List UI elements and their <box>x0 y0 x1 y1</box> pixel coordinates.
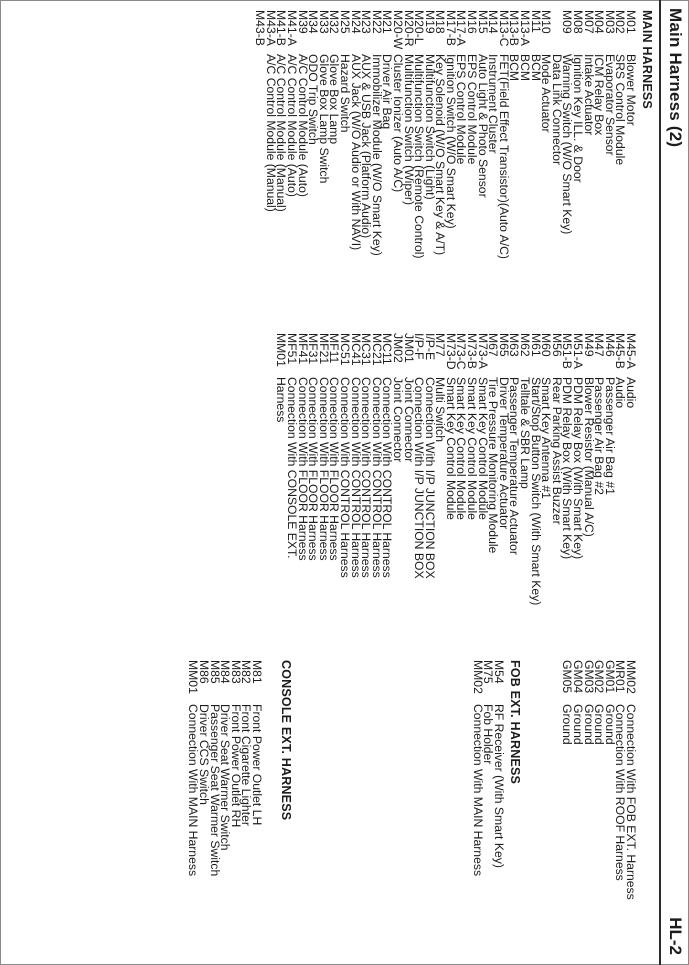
connector-code: GM01 <box>602 660 617 694</box>
connector-code: JM01 <box>401 333 416 363</box>
connector-code: M39 <box>295 10 310 34</box>
connector-description: Connection With ROOF Harness <box>613 704 628 881</box>
connector-row <box>467 333 478 605</box>
connector-code: M73-C <box>454 333 469 370</box>
console-ext-harness-heading: CONSOLE EXT. HARNESS <box>279 660 293 821</box>
connector-description: Data Link Connector <box>549 54 564 166</box>
connector-description: Ground <box>560 704 575 745</box>
connector-code: M63 <box>507 333 522 357</box>
connector-code: M23 <box>359 10 374 34</box>
connector-description: Passenger Air Bag #1 <box>602 377 617 495</box>
connector-code: M14 <box>486 10 501 34</box>
connector-description: Connection With FLOOR Harness <box>306 377 321 561</box>
connector-row <box>286 333 297 605</box>
connector-code: M85 <box>207 660 222 684</box>
connector-description: Rear Parking Assist Buzzer <box>549 377 564 525</box>
connector-code: M09 <box>560 10 575 34</box>
connector-code: M04 <box>592 10 607 34</box>
connector-code: M20-R <box>401 10 416 47</box>
connector-code: M73-B <box>465 333 480 369</box>
connector-row <box>583 660 594 900</box>
connector-code: M20-W <box>390 10 405 50</box>
connector-description: Tire Pressure Monitoring Module <box>486 377 501 554</box>
connector-code: MM01 <box>186 660 201 694</box>
connector-row <box>562 660 573 900</box>
connector-code: M56 <box>549 333 564 357</box>
connector-code: M25 <box>337 10 352 34</box>
connector-code: M49 <box>581 333 596 357</box>
connector-code: M77 <box>433 333 448 357</box>
connector-code: M10 <box>539 10 554 34</box>
connector-description: AUX Jack (W/O Audio or With NAVI) <box>348 54 363 251</box>
connector-code: M54 <box>492 660 506 684</box>
connector-description: Driver Air Bag <box>380 54 395 130</box>
connector-row <box>571 660 586 900</box>
connector-description: Blower Motor <box>624 54 638 126</box>
connector-code: M01 <box>624 10 638 34</box>
page-title: Main Harness (2) <box>666 8 685 148</box>
connector-description: FET(Field Effect Transistor)(Auto A/C) <box>496 54 511 259</box>
connector-description: Joint Connector <box>390 377 405 463</box>
connector-code: M17-B <box>443 10 458 46</box>
connector-code: MM02 <box>624 660 638 694</box>
connector-row <box>594 660 605 900</box>
connector-description: Ground <box>571 704 586 745</box>
connector-description: Instrument Cluster <box>486 54 501 154</box>
connector-code: M51-A <box>571 333 586 369</box>
connector-code: M73-A <box>475 333 490 369</box>
connector-code: M43-A <box>263 10 278 46</box>
connector-code: M75 <box>481 660 496 684</box>
connector-description: Mode Actuator <box>539 54 554 133</box>
connector-code: M21 <box>380 10 395 34</box>
connector-code: JM02 <box>390 333 405 363</box>
connector-code: M33 <box>316 10 331 34</box>
connector-description: BCM <box>507 54 522 82</box>
connector-description: Front Power Outlet LH <box>250 704 264 826</box>
connector-row <box>571 333 586 605</box>
fob-ext-harness-heading: FOB EXT. HARNESS <box>508 660 522 785</box>
connector-code: MR01 <box>613 660 628 693</box>
connector-description: Multifunction Switch (Light) <box>422 54 437 200</box>
connector-description: Ground <box>592 704 607 745</box>
connector-code: M13-C <box>496 10 511 47</box>
connector-description: SRS Control Module <box>613 54 628 166</box>
connector-code: M43-B <box>253 10 268 46</box>
connector-description: RF Receiver (With Smart Key) <box>492 704 506 868</box>
connector-description: Front Cigarette Lighter <box>239 704 254 826</box>
connector-code: M65 <box>496 333 511 357</box>
connector-description: Connection With FLOOR Harness <box>327 377 342 561</box>
connector-code: M41-B <box>274 10 289 46</box>
connector-row <box>445 333 456 605</box>
connector-code: M83 <box>228 660 243 684</box>
connector-description: Ground <box>602 704 617 745</box>
connector-description: Cluster Ionizer (Auto A/C) <box>390 54 405 193</box>
connector-row <box>350 10 361 259</box>
connector-description: ICM Relay Box <box>592 54 607 136</box>
page-number: HL-2 <box>666 917 685 955</box>
connector-code: M51-B <box>560 333 575 369</box>
connector-row <box>625 333 636 605</box>
main-harness-list <box>255 10 636 259</box>
connector-description: PDM Relay Box (With Smart Key) <box>571 377 586 560</box>
connector-description: Smart Key Control Module <box>475 377 490 520</box>
connector-description: Connection With CONSOLE EXT. <box>285 377 299 559</box>
connector-code: M18 <box>433 10 448 34</box>
connector-row <box>472 660 483 876</box>
connector-description: Passenger Air Bag #2 <box>592 377 607 495</box>
connector-code: I/P-E <box>422 333 437 361</box>
connector-code: M20-L <box>412 10 427 45</box>
connector-description: EPS Control Module <box>465 54 480 165</box>
connector-code: GM05 <box>560 660 575 694</box>
connector-description: Ground <box>581 704 596 745</box>
connector-code: MC11 <box>380 333 395 365</box>
connector-description: Connection With MAIN Harness <box>186 704 201 877</box>
connector-code: M22 <box>369 10 384 34</box>
connector-description: Connection With CONTROL Harness <box>359 377 374 578</box>
connector-description: Smart Key Control Module <box>443 377 458 520</box>
header-divider <box>659 0 661 965</box>
connector-code: M86 <box>197 660 212 684</box>
connector-description: Smart Key Antenna #1 <box>539 377 554 499</box>
connector-row <box>265 10 276 259</box>
connector-description: Driver Temperature Actuator <box>496 377 511 530</box>
connector-code: M32 <box>327 10 342 34</box>
connector-description: Evaporator Sensor <box>602 54 617 156</box>
connector-code: M62 <box>518 333 533 357</box>
connector-description: Immobilizer Module (W/O Smart Key) <box>369 54 384 256</box>
connector-description: Fob Holder <box>481 704 496 765</box>
main-harness-heading: MAIN HARNESS <box>640 10 654 109</box>
connector-description: Joint Connector <box>401 377 416 463</box>
connector-description: Ignition Switch (W/O Smart Key) <box>443 54 458 229</box>
connector-description: Multi Switch <box>433 377 448 443</box>
connector-description: Connection With I/P JUNCTION BOX <box>412 377 427 579</box>
connector-description: A/C Control Module (Auto) <box>295 54 310 197</box>
connector-description: Blower Resistor (Manual A/C) <box>581 377 596 537</box>
connector-code: M19 <box>422 10 437 34</box>
connector-code: M47 <box>592 333 607 357</box>
connector-description: PDM Relay Box (With Smart Key) <box>560 377 575 560</box>
connector-description: Front Power Outlet RH <box>228 704 243 828</box>
connector-description: BCM <box>518 54 533 82</box>
connector-description: A/C Control Module (Manual) <box>263 54 278 212</box>
connector-row <box>467 10 478 259</box>
connector-code: MF51 <box>285 333 299 365</box>
connector-code: MF11 <box>327 333 342 364</box>
connector-description: Connection With CONTROL Harness <box>337 377 352 578</box>
connector-description: Connection With I/P JUNCTION BOX <box>422 377 437 579</box>
connector-row <box>493 660 504 876</box>
connector-code: M03 <box>602 10 617 34</box>
connector-description: BCM <box>528 54 543 82</box>
connector-description: Audio <box>624 377 638 409</box>
connector-description: Multifunction Switch (Remote Control) <box>412 54 427 259</box>
connector-description: A/C Control Module (Auto) <box>285 54 299 197</box>
connector-description: Harness <box>274 377 289 423</box>
connector-row <box>518 10 533 259</box>
connector-code: M11 <box>528 10 543 33</box>
connector-code: M82 <box>239 660 254 684</box>
connector-description: A/C Control Module (Manual) <box>274 54 289 212</box>
console-ext-harness-list <box>188 660 262 876</box>
connector-description: Connection With FLOOR Harness <box>316 377 331 561</box>
connector-row <box>530 10 541 259</box>
connector-description: Driver CCS Switch <box>197 704 212 805</box>
connector-code: M02 <box>613 10 628 34</box>
connector-description: Connection With MAIN Harness <box>470 704 485 877</box>
connector-description: Connection With CONTROL Harness <box>369 377 384 578</box>
connector-code: GM03 <box>581 660 596 694</box>
connector-description: Passenger Temperature Actuator <box>507 377 522 555</box>
connector-code: MC31 <box>359 333 374 366</box>
connector-description: Auto Light & Photo Sensor <box>475 54 490 198</box>
connector-code: M13-A <box>518 10 533 46</box>
connector-description: Start/Stop Button Switch (With Smart Key) <box>528 377 543 606</box>
connector-code: M61 <box>528 333 543 357</box>
connector-code: M16 <box>465 10 480 34</box>
fob-ext-harness-list <box>472 660 504 876</box>
connector-description: Key Solenoid (W/O Smart Key & A/T) <box>433 54 448 256</box>
ground-connection-list <box>562 660 636 900</box>
connector-description: Connection With CONTROL Harness <box>348 377 363 578</box>
connector-description: Driver Seat Warmer Switch <box>218 704 233 851</box>
connector-row <box>188 660 199 876</box>
connector-code: M73-D <box>443 333 458 370</box>
connector-description: AUX & USB Jack (Platform Audio) <box>359 54 374 239</box>
connector-code: M67 <box>486 333 501 357</box>
connector-description: EPS Control Module <box>454 54 469 165</box>
main-harness-list-continued <box>276 333 636 605</box>
connector-description: Telltale & SBR Lamp <box>518 377 533 489</box>
connector-code: M84 <box>218 660 233 684</box>
connector-description: Ignition Key ILL. & Door <box>571 54 586 183</box>
connector-code: M45-B <box>613 333 628 369</box>
connector-row <box>414 333 425 605</box>
connector-description: Connection With FOB EXT. Harness <box>624 704 638 900</box>
connector-description: Connection With FLOOR Harness <box>295 377 310 561</box>
connector-code: M17-A <box>454 10 469 46</box>
connector-code: M15 <box>475 10 490 34</box>
connector-code: MC41 <box>348 333 363 366</box>
connector-description: Connection With CONTROL Harness <box>380 377 395 578</box>
connector-code: M08 <box>571 10 586 34</box>
connector-code: MM02 <box>470 660 485 694</box>
connector-code: M07 <box>581 10 596 34</box>
connector-code: GM04 <box>571 660 586 694</box>
connector-description: Smart Key Control Module <box>465 377 480 520</box>
connector-description: Hazard Switch <box>337 54 352 133</box>
connector-code: MC51 <box>337 333 352 366</box>
connector-code: M34 <box>306 10 321 34</box>
connector-code: MM01 <box>274 333 289 367</box>
connector-description: Intake Actuator <box>581 54 596 136</box>
connector-code: M46 <box>602 333 617 357</box>
connector-code: MF31 <box>306 333 321 365</box>
connector-description: Smart Key Control Module <box>454 377 469 520</box>
connector-description: Glove Box Lamp Switch <box>316 54 331 184</box>
connector-row <box>392 10 403 259</box>
connector-description: Warning Switch (W/O Smart Key) <box>560 54 575 235</box>
connector-code: GM02 <box>592 660 607 694</box>
connector-code: M81 <box>250 660 264 684</box>
connector-code: M45-A <box>624 333 638 369</box>
connector-code: M41-A <box>285 10 299 46</box>
connector-code: MC21 <box>369 333 384 366</box>
connector-row <box>571 10 586 259</box>
connector-code: M60 <box>539 333 554 357</box>
connector-description: Audio <box>613 377 628 409</box>
connector-description: Passenger Seat Warmer Switch <box>207 704 222 877</box>
connector-code: MF21 <box>316 333 331 365</box>
connector-description: Multifunction Switch (Wiper) <box>401 54 416 206</box>
connector-code: I/P-F <box>412 333 427 360</box>
connector-code: M24 <box>348 10 363 34</box>
connector-code: M13-B <box>507 10 522 46</box>
connector-description: Glove Box Lamp <box>327 54 342 145</box>
connector-code: MF41 <box>295 333 310 365</box>
connector-row <box>615 660 626 900</box>
connector-description: ODO Trip Switch <box>306 54 321 145</box>
